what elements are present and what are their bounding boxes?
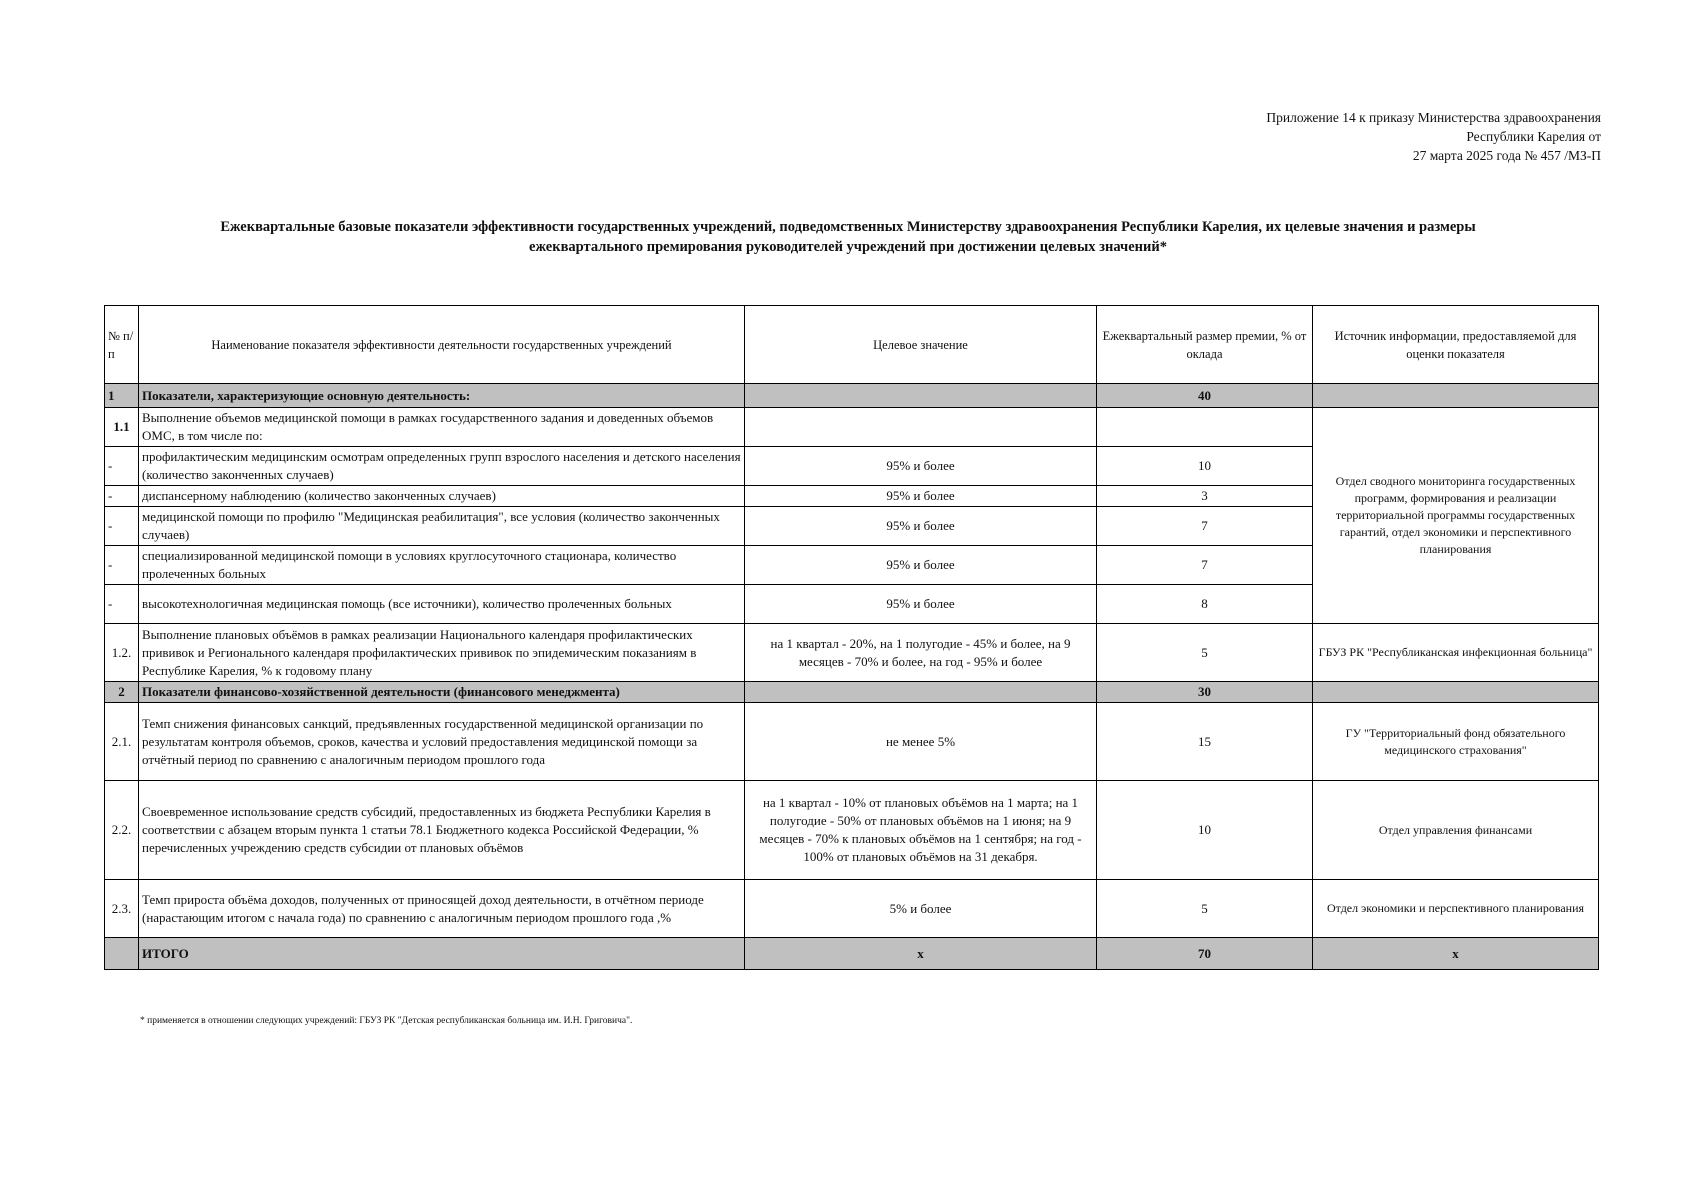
table-row [105, 408, 1599, 447]
row-name: специализированной медицинской помощи в условиях круглосуточного стационара, количество пролеченных больных [139, 546, 745, 585]
row-target: 95% и более [745, 507, 1097, 546]
title-line-2: ежеквартального премирования руководителей учреждений при достижении целевых значений* [529, 239, 1167, 255]
footnote: * применяется в отношении следующих учреждений: ГБУЗ РК "Детская республиканская больница им. И.Н. Григовича". [140, 1016, 633, 1026]
header-name: Наименование показателя эффективности деятельности государственных учреждений [139, 306, 745, 384]
row-bonus: 15 [1097, 703, 1313, 781]
section-empty [745, 682, 1097, 703]
header-num: № п/п [105, 306, 139, 384]
row-name: диспансерному наблюдению (количество законченных случаев) [139, 486, 745, 507]
row-num: - [105, 585, 139, 624]
section-row-2 [105, 682, 1599, 703]
row-num: - [105, 447, 139, 486]
row-num: 2.2. [105, 781, 139, 880]
title-line-1: Ежеквартальные базовые показатели эффективности государственных учреждений, подведомственных Министерству здравоохранения Республики Карелия, их целевые значения и размеры [220, 219, 1476, 235]
section-empty [745, 384, 1097, 408]
row-name: Темп прироста объёма доходов, полученных от приносящей доход деятельности, в отчётном периоде (нарастающим итогом с начала года) по сравнению с аналогичным периодом прошлого года ,% [139, 880, 745, 938]
row-target: 95% и более [745, 447, 1097, 486]
total-target: х [745, 938, 1097, 970]
table-header-row [105, 306, 1599, 384]
row-num: 2.3. [105, 880, 139, 938]
row-source: ГУ "Территориальный фонд обязательного медицинского страхования" [1313, 703, 1599, 781]
row-target: на 1 квартал - 20%, на 1 полугодие - 45% и более, на 9 месяцев - 70% и более, на год - 95% и более [745, 624, 1097, 682]
row-name: Выполнение объемов медицинской помощи в рамках государственного задания и доведенных объемов ОМС, в том числе по: [139, 408, 745, 447]
row-num: - [105, 486, 139, 507]
row-num: - [105, 507, 139, 546]
appendix-reference [1266, 108, 1601, 165]
table-row [105, 703, 1599, 781]
row-bonus: 7 [1097, 546, 1313, 585]
row-bonus: 8 [1097, 585, 1313, 624]
section-name: Показатели финансово-хозяйственной деятельности (финансового менеджмента) [139, 682, 745, 703]
row-target [745, 408, 1097, 447]
total-source: х [1313, 938, 1599, 970]
total-row [105, 938, 1599, 970]
section-num: 1 [105, 384, 139, 408]
row-num: 2.1. [105, 703, 139, 781]
row-target: 5% и более [745, 880, 1097, 938]
row-bonus: 5 [1097, 880, 1313, 938]
row-bonus: 10 [1097, 447, 1313, 486]
section-bonus: 40 [1097, 384, 1313, 408]
header-source: Источник информации, предоставляемой для оценки показателя [1313, 306, 1599, 384]
total-label: ИТОГО [139, 938, 745, 970]
row-num: - [105, 546, 139, 585]
row-num: 1.2. [105, 624, 139, 682]
table-row [105, 781, 1599, 880]
table-row [105, 624, 1599, 682]
row-name: медицинской помощи по профилю "Медицинская реабилитация", все условия (количество законченных случаев) [139, 507, 745, 546]
row-source: Отдел сводного мониторинга государственных программ, формирования и реализации территориальной программы государственных гарантий, отдел экономики и перспективного планирования [1313, 408, 1599, 624]
appendix-line-1: Приложение 14 к приказу Министерства здравоохранения [1266, 110, 1601, 125]
header-target: Целевое значение [745, 306, 1097, 384]
row-target: 95% и более [745, 486, 1097, 507]
section-num: 2 [105, 682, 139, 703]
row-num: 1.1 [105, 408, 139, 447]
row-bonus: 10 [1097, 781, 1313, 880]
row-name: высокотехнологичная медицинская помощь (все источники), количество пролеченных больных [139, 585, 745, 624]
appendix-line-3: 27 марта 2025 года № 457 /МЗ-П [1412, 148, 1601, 163]
section-empty [1313, 384, 1599, 408]
row-source: Отдел экономики и перспективного планирования [1313, 880, 1599, 938]
row-bonus: 7 [1097, 507, 1313, 546]
table-row [105, 880, 1599, 938]
section-bonus: 30 [1097, 682, 1313, 703]
document-title [105, 217, 1591, 257]
row-target: 95% и более [745, 585, 1097, 624]
row-source: ГБУЗ РК "Республиканская инфекционная больница" [1313, 624, 1599, 682]
header-bonus: Ежеквартальный размер премии, % от оклада [1097, 306, 1313, 384]
row-bonus: 5 [1097, 624, 1313, 682]
indicators-table [104, 305, 1599, 970]
row-name: Своевременное использование средств субсидий, предоставленных из бюджета Республики Карелия в соответствии с абзацем вторым пункта 1 статьи 78.1 Бюджетного кодекса Российской Федерации, % перечисленных учреждению средств субсидии от плановых объёмов [139, 781, 745, 880]
row-name: Выполнение плановых объёмов в рамках реализации Национального календаря профилактических прививок и Регионального календаря профилактических прививок по эпидемическим показаниям в Республике Карелия, % к годовому плану [139, 624, 745, 682]
appendix-line-2: Республики Карелия от [1466, 129, 1601, 144]
row-name: профилактическим медицинским осмотрам определенных групп взрослого населения и детского населения (количество законченных случаев) [139, 447, 745, 486]
total-bonus: 70 [1097, 938, 1313, 970]
row-source: Отдел управления финансами [1313, 781, 1599, 880]
section-name: Показатели, характеризующие основную деятельность: [139, 384, 745, 408]
row-target: не менее 5% [745, 703, 1097, 781]
section-empty [1313, 682, 1599, 703]
total-empty [105, 938, 139, 970]
row-target: 95% и более [745, 546, 1097, 585]
row-name: Темп снижения финансовых санкций, предъявленных государственной медицинской организации по результатам контроля объемов, сроков, качества и условий предоставления медицинской помощи за отчётный период по сравнению с аналогичным периодом прошлого года [139, 703, 745, 781]
row-bonus [1097, 408, 1313, 447]
row-bonus: 3 [1097, 486, 1313, 507]
section-row-1 [105, 384, 1599, 408]
row-target: на 1 квартал - 10% от плановых объёмов на 1 марта; на 1 полугодие - 50% от плановых объёмов на 1 июня; на 9 месяцев - 70% к плановых объёмов на 1 сентября; на год - 100% от плановых объёмов на 31 декабря. [745, 781, 1097, 880]
